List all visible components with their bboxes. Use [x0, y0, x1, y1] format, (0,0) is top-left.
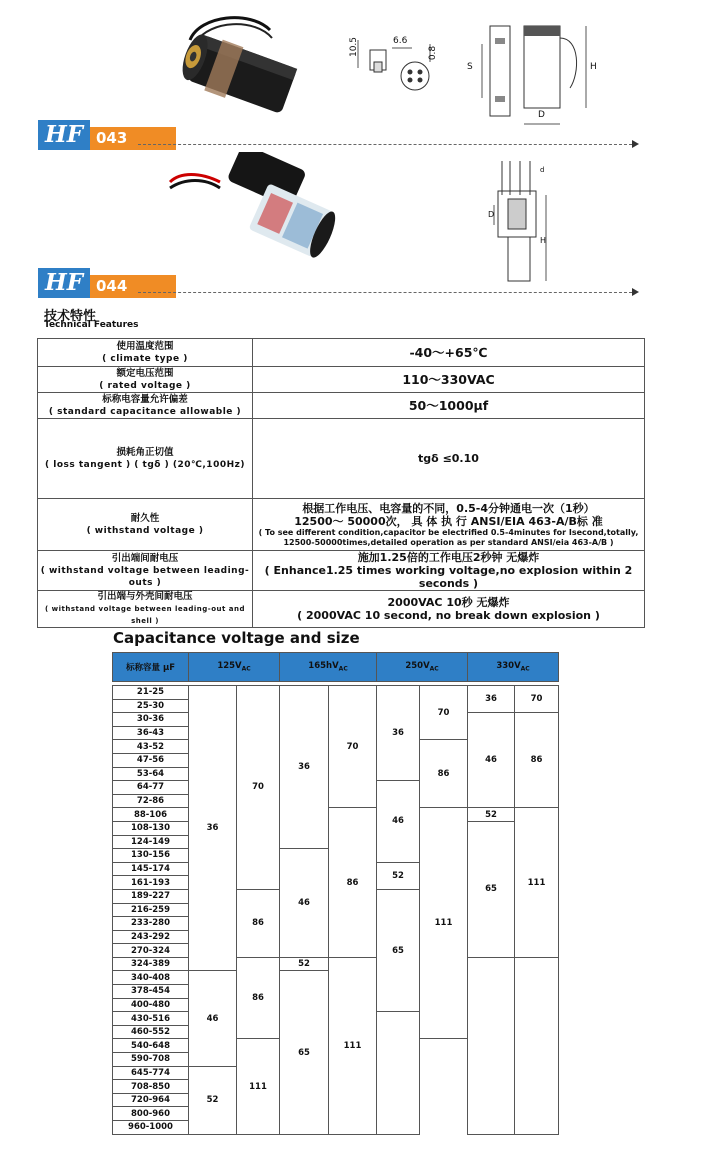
- cell-330-d: 52: [468, 808, 515, 822]
- range-cell: 43-52: [113, 740, 189, 754]
- label-cn: 标称电容量允许偏差: [102, 393, 188, 405]
- arrow-icon: [632, 288, 639, 296]
- value-line: 12500～ 50000次， 具 体 执 行 ANSI/EIA 463-A/B标 准: [294, 514, 603, 528]
- ac-label: AC: [520, 665, 530, 673]
- cell-165-d: 65: [280, 971, 329, 1134]
- hf043-capacitor-photo: [160, 10, 310, 130]
- range-cell: 88-106: [113, 808, 189, 822]
- label-cell: [38, 551, 253, 591]
- label-cn: 耐久性: [130, 512, 160, 524]
- cell-165-h: 70: [329, 686, 377, 808]
- label-cn: 引出端与外壳间耐电压: [97, 591, 193, 602]
- header-row: [113, 653, 559, 682]
- cell-330-d: 65: [468, 821, 515, 957]
- voltage-label: 330V: [496, 661, 521, 672]
- dim-10-5-label: 10.5: [349, 36, 360, 58]
- range-cell: 53-64: [113, 767, 189, 781]
- table-row: [38, 339, 645, 367]
- range-cell: 708-850: [113, 1080, 189, 1094]
- table-row: [113, 686, 559, 700]
- cell-165-d: 52: [280, 957, 329, 971]
- cell-125-h: 111: [237, 1039, 280, 1134]
- range-cell: 430-516: [113, 1012, 189, 1026]
- label-en: ( withstand voltage between leading-outs ): [40, 565, 250, 588]
- label-cell: [38, 499, 253, 551]
- technical-title: 技术特性: [44, 309, 97, 324]
- label-cell: [38, 339, 253, 367]
- cell-125-d: 36: [189, 686, 237, 971]
- range-cell: 108-130: [113, 821, 189, 835]
- label-cn: 损耗角正切值: [116, 446, 174, 458]
- voltage-label: 250V: [405, 661, 430, 672]
- header-250v: [377, 653, 468, 682]
- cell-250-d: 46: [377, 781, 420, 863]
- technical-subtitle: Technical Features: [44, 320, 139, 330]
- divider-hf044: [138, 292, 632, 293]
- label-cell: [38, 591, 253, 628]
- table-row: [38, 591, 645, 628]
- range-cell: 960-1000: [113, 1121, 189, 1135]
- value-cell: 110～330VAC: [253, 367, 645, 393]
- range-cell: 645-774: [113, 1066, 189, 1080]
- value-cell: [253, 551, 645, 591]
- voltage-label: 125V: [217, 661, 242, 672]
- range-cell: 25-30: [113, 699, 189, 713]
- range-cell: 130-156: [113, 849, 189, 863]
- range-cell: 72-86: [113, 794, 189, 808]
- label-en: ( loss tangent ) ( tgδ ) (20℃,100Hz): [45, 459, 245, 470]
- cell-330-h: 70: [515, 686, 559, 713]
- badge-prefix: HF: [38, 120, 90, 150]
- label-en: ( withstand voltage ): [86, 525, 204, 536]
- range-cell: 189-227: [113, 889, 189, 903]
- cell-125-h: 86: [237, 957, 280, 1039]
- cell-250-d: [377, 1012, 420, 1134]
- value-line: ( Enhance1.25 times working voltage,no explosion within 2 seconds ): [264, 564, 633, 590]
- table-row: [38, 393, 645, 419]
- cell-250-d: 52: [377, 862, 420, 889]
- badge-number: 044: [90, 275, 176, 298]
- dim-0-8-label: 0.8: [428, 45, 439, 61]
- dim2-small-d-label: d: [540, 166, 545, 174]
- range-cell: 161-193: [113, 876, 189, 890]
- label-en: ( climate type ): [102, 353, 188, 364]
- badge-prefix: HF: [38, 268, 90, 298]
- cell-250-h: 86: [420, 740, 468, 808]
- value-cell: tgδ ≤0.10: [253, 419, 645, 499]
- ac-label: AC: [338, 665, 348, 673]
- dim2-h-label: H: [540, 236, 547, 245]
- range-cell: 145-174: [113, 862, 189, 876]
- technical-features-table: [37, 338, 645, 628]
- value-line: ( 2000VAC 10 second, no break down explosion ): [297, 609, 600, 622]
- dim-d-label: D: [538, 110, 545, 120]
- label-cn: 使用温度范围: [116, 340, 174, 352]
- dim-6-6-label: 6.6: [393, 36, 408, 46]
- label-en: ( rated voltage ): [99, 380, 191, 391]
- cell-165-h: 86: [329, 808, 377, 958]
- ac-label: AC: [241, 665, 251, 673]
- range-cell: 324-389: [113, 957, 189, 971]
- range-cell: 400-480: [113, 998, 189, 1012]
- dim2-d-label: D: [488, 210, 495, 219]
- range-cell: 30-36: [113, 713, 189, 727]
- cell-125-d: 52: [189, 1066, 237, 1134]
- cell-330-h: 111: [515, 808, 559, 958]
- capacitance-title: Capacitance voltage and size: [113, 629, 360, 647]
- cell-125-d: 46: [189, 971, 237, 1066]
- cell-330-d: 46: [468, 713, 515, 808]
- hf044-capacitor-photo: [160, 152, 350, 282]
- cell-165-d: 46: [280, 849, 329, 958]
- value-line: 12500-50000times,detailed operation as per standard ANSI/eia 463-A/B ): [283, 537, 614, 547]
- cell-125-h: 70: [237, 686, 280, 890]
- label-cn: 额定电压范围: [116, 367, 174, 379]
- range-cell: 460-552: [113, 1025, 189, 1039]
- cell-250-d: 65: [377, 889, 420, 1011]
- cell-330-d: 36: [468, 686, 515, 713]
- cell-250-d: 36: [377, 686, 420, 781]
- cell-125-h: 86: [237, 889, 280, 957]
- product-drawings-area: [0, 0, 702, 300]
- label-en: ( standard capacitance allowable ): [48, 406, 242, 417]
- range-cell: 233-280: [113, 917, 189, 931]
- table-row: [113, 957, 559, 971]
- badge-number: 043: [90, 127, 176, 150]
- range-cell: 64-77: [113, 781, 189, 795]
- range-cell: 800-960: [113, 1107, 189, 1121]
- range-cell: 216-259: [113, 903, 189, 917]
- value-cell: 50～1000μf: [253, 393, 645, 419]
- value-line: 2000VAC 10秒 无爆炸: [387, 596, 510, 609]
- cell-250-h: 70: [420, 686, 468, 740]
- range-cell: 720-964: [113, 1093, 189, 1107]
- value-line: 根据工作电压、电容量的不同，0.5-4分钟通电一次（1秒）: [302, 501, 595, 515]
- table-row: [38, 551, 645, 591]
- range-cell: 124-149: [113, 835, 189, 849]
- value-cell: [253, 499, 645, 551]
- header-125v: [189, 653, 280, 682]
- table-row: [38, 499, 645, 551]
- label-cell: [38, 393, 253, 419]
- range-cell: 270-324: [113, 944, 189, 958]
- value-line: ( To see different condition,capacitor be electrified 0.5-4minutes for Isecond,totally,: [258, 527, 639, 537]
- cell-330-h: [515, 957, 559, 1134]
- divider-hf043: [138, 144, 632, 145]
- label-cell: [38, 419, 253, 499]
- cell-165-h: 111: [329, 957, 377, 1134]
- range-cell: 590-708: [113, 1053, 189, 1067]
- dim-h-label: H: [590, 62, 597, 72]
- ac-label: AC: [429, 665, 439, 673]
- range-cell: 340-408: [113, 971, 189, 985]
- cell-250-h: 111: [420, 808, 468, 1039]
- header-capacitance: 标称容量 μF: [113, 653, 189, 682]
- value-cell: [253, 591, 645, 628]
- value-line: 施加1.25倍的工作电压2秒钟 无爆炸: [357, 551, 540, 564]
- header-330v: [468, 653, 559, 682]
- range-cell: 540-648: [113, 1039, 189, 1053]
- table-row: [113, 808, 559, 822]
- label-cn: 引出端间耐电压: [111, 552, 179, 564]
- cell-330-d: [468, 957, 515, 1134]
- table-row: [38, 419, 645, 499]
- cell-330-h: 86: [515, 713, 559, 808]
- dim-s-label: S: [467, 62, 473, 72]
- range-cell: 378-454: [113, 985, 189, 999]
- range-cell: 21-25: [113, 686, 189, 700]
- value-cell: -40～+65℃: [253, 339, 645, 367]
- table-row: [38, 367, 645, 393]
- label-cell: [38, 367, 253, 393]
- cell-165-d: 36: [280, 686, 329, 849]
- range-cell: 47-56: [113, 753, 189, 767]
- voltage-label: 165hV: [308, 661, 339, 672]
- label-en: ( withstand voltage between leading-out and shell ): [45, 605, 245, 625]
- header-165v: [280, 653, 377, 682]
- arrow-icon: [632, 140, 639, 148]
- range-cell: 243-292: [113, 930, 189, 944]
- range-cell: 36-43: [113, 726, 189, 740]
- capacitance-table: [112, 652, 559, 1135]
- hf044-body-drawing: [480, 155, 570, 285]
